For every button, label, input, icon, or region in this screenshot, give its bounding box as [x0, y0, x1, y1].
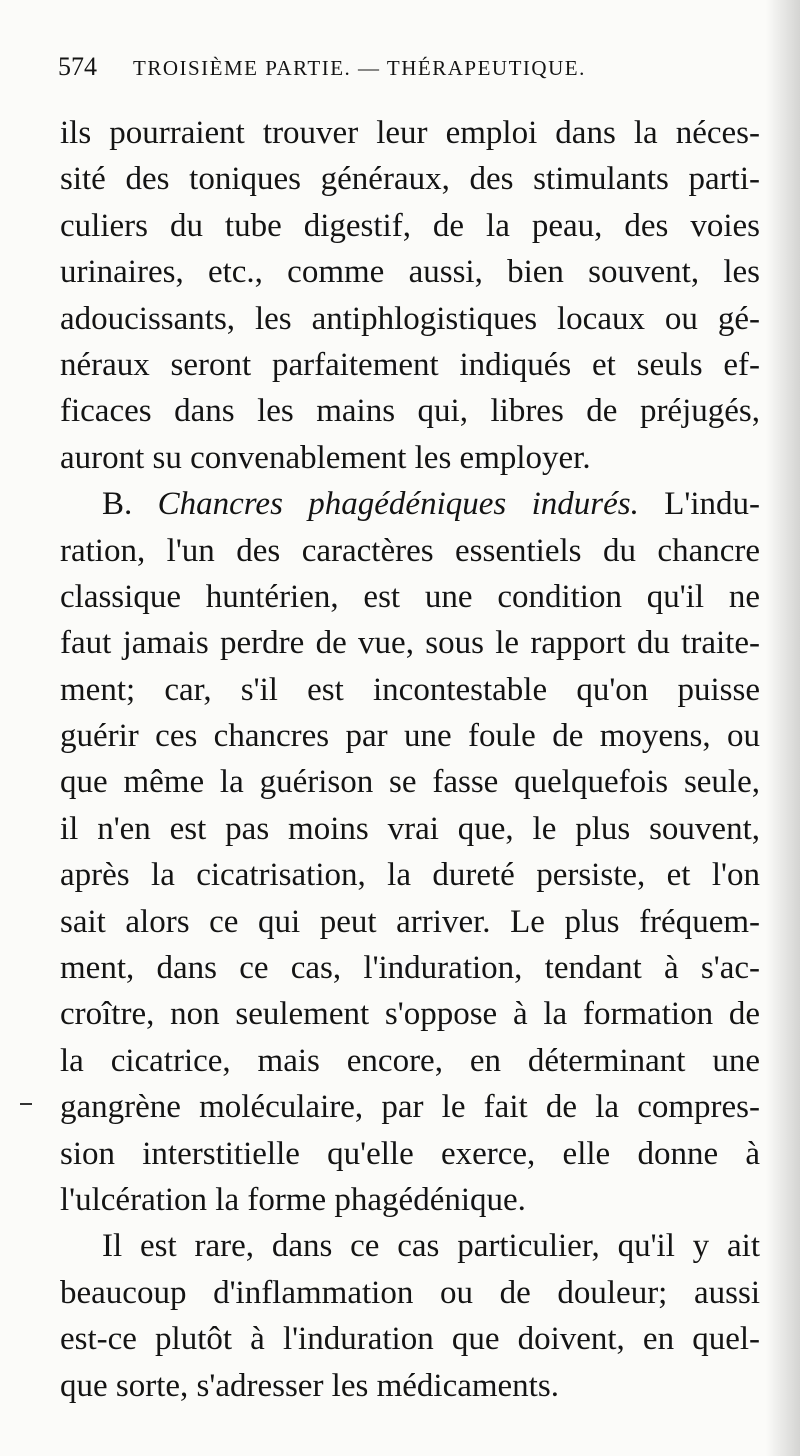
text-line: urinaires, etc., comme aussi, bien souvent, les	[60, 254, 760, 291]
text-line: beaucoup d'inflammation ou de douleur; aussi	[60, 1274, 760, 1311]
text-line: guérir ces chancres par une foule de moyens, ou	[60, 718, 760, 755]
section-heading-line	[60, 481, 760, 527]
heading-line-rest: L'indu-	[664, 486, 760, 523]
running-head: TROISIÈME PARTIE. — THÉRAPEUTIQUE.	[133, 56, 586, 80]
text-line: après la cicatrisation, la dureté persiste, et l'on	[60, 857, 760, 894]
text-line: sion interstitielle qu'elle exerce, elle donne à	[60, 1135, 760, 1172]
text-line: ment, dans ce cas, l'induration, tendant à s'ac-	[60, 950, 760, 987]
text-line: il n'en est pas moins vrai que, le plus souvent,	[60, 810, 760, 847]
text-line: Il est rare, dans ce cas particulier, qu'il y ait	[102, 1228, 760, 1265]
body-text	[60, 110, 760, 1409]
text-line: la cicatrice, mais encore, en déterminant une	[60, 1042, 760, 1079]
text-line: faut jamais perdre de vue, sous le rapport du traite-	[60, 625, 760, 662]
text-line: que même la guérison se fasse quelquefois seule,	[60, 764, 760, 801]
text-line: classique huntérien, est une condition qu'il ne	[60, 578, 760, 615]
text-line: est-ce plutôt à l'induration que doivent, en quel-	[60, 1321, 760, 1358]
text-line: auront su convenablement les employer.	[60, 439, 591, 476]
text-line: gangrène moléculaire, par le fait de la compres-	[60, 1089, 760, 1126]
margin-dash-mark	[20, 1103, 32, 1105]
text-line: adoucissants, les antiphlogistiques locaux ou gé-	[60, 300, 760, 337]
text-line: croître, non seulement s'oppose à la formation de	[60, 996, 760, 1033]
text-line: ficaces dans les mains qui, libres de préjugés,	[60, 393, 760, 430]
text-line: culiers du tube digestif, de la peau, des voies	[60, 207, 760, 244]
text-line: que sorte, s'adresser les médicaments.	[60, 1367, 559, 1404]
text-line: sité des toniques généraux, des stimulants parti-	[60, 161, 760, 198]
page-header	[58, 52, 678, 88]
section-heading: Chancres phagédéniques indurés.	[157, 486, 639, 523]
text-line: ment; car, s'il est incontestable qu'on puisse	[60, 671, 760, 708]
page-gutter-shadow	[766, 0, 800, 1456]
text-line: sait alors ce qui peut arriver. Le plus fréquem-	[60, 903, 760, 940]
text-line: néraux seront parfaitement indiqués et seuls ef-	[60, 346, 760, 383]
section-label: B.	[102, 486, 133, 523]
text-line: ils pourraient trouver leur emploi dans la néces-	[60, 115, 760, 151]
text-line: l'ulcération la forme phagédénique.	[60, 1181, 526, 1218]
text-line: ration, l'un des caractères essentiels du chancre	[60, 532, 760, 569]
page-number: 574	[58, 52, 97, 81]
